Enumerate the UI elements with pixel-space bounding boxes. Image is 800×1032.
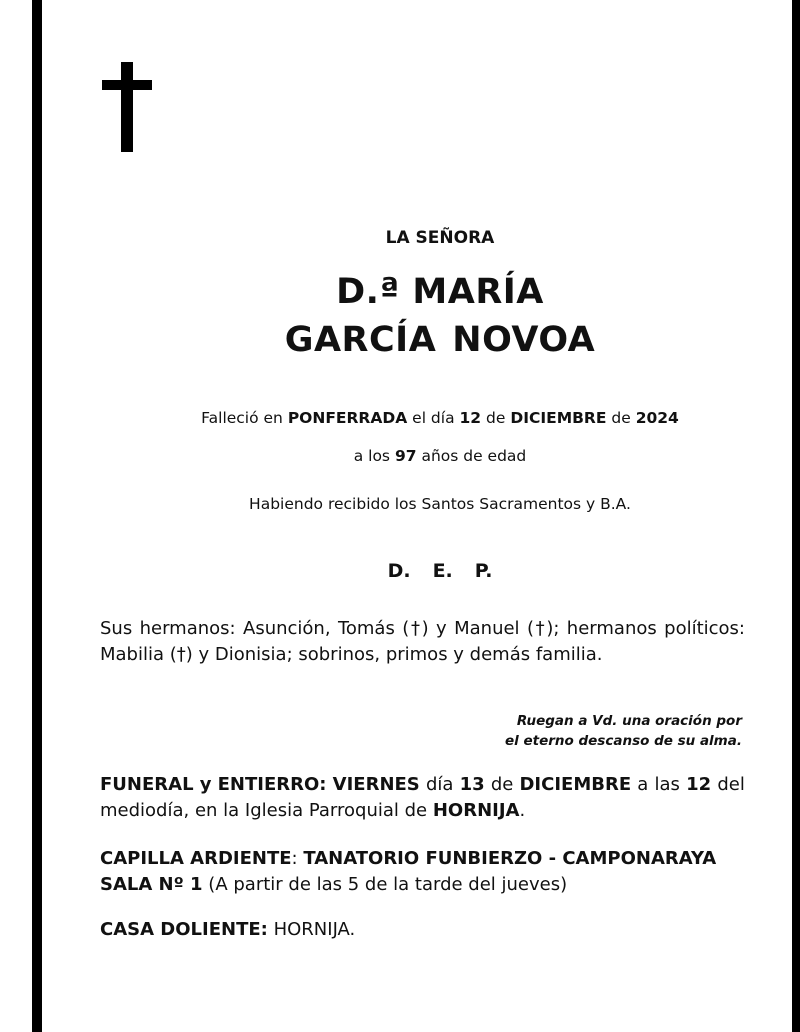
funeral-paragraph: FUNERAL y ENTIERRO: VIERNES día 13 de DICIEMBRE a las 12 del mediodía, en la Iglesia Parroquial de HORNIJA. <box>100 774 745 821</box>
chapel-paragraph: CAPILLA ARDIENTE: TANATORIO FUNBIERZO - CAMPONARAYA SALA Nº 1 (A partir de las 5 de la tarde del jueves) <box>100 848 717 895</box>
cross-icon <box>102 62 152 152</box>
title-label: LA SEÑORA <box>385 228 495 248</box>
deceased-name-line2: GARCÍA NOVOA <box>284 320 596 360</box>
sacraments-text: Habiendo recibido los Santos Sacramentos y B.A. <box>249 495 631 513</box>
deceased-name-line1: D.ª MARÍA <box>336 272 544 312</box>
left-border <box>32 0 42 1032</box>
dep-text: D. E. P. <box>387 560 493 582</box>
mourning-house: CASA DOLIENTE: HORNIJA. <box>100 919 356 940</box>
right-border <box>792 0 800 1032</box>
age-details: a los 97 años de edad <box>353 447 527 465</box>
family-paragraph: Sus hermanos: Asunción, Tomás (†) y Manuel (†); hermanos políticos: Mabilia (†) y Dionisia; sobrinos, primos y demás familia. <box>100 618 745 665</box>
prayer-request: Ruegan a Vd. una oración por el eterno descanso de su alma. <box>505 713 742 749</box>
death-details: Falleció en PONFERRADA el día 12 de DICIEMBRE de 2024 <box>201 409 679 427</box>
